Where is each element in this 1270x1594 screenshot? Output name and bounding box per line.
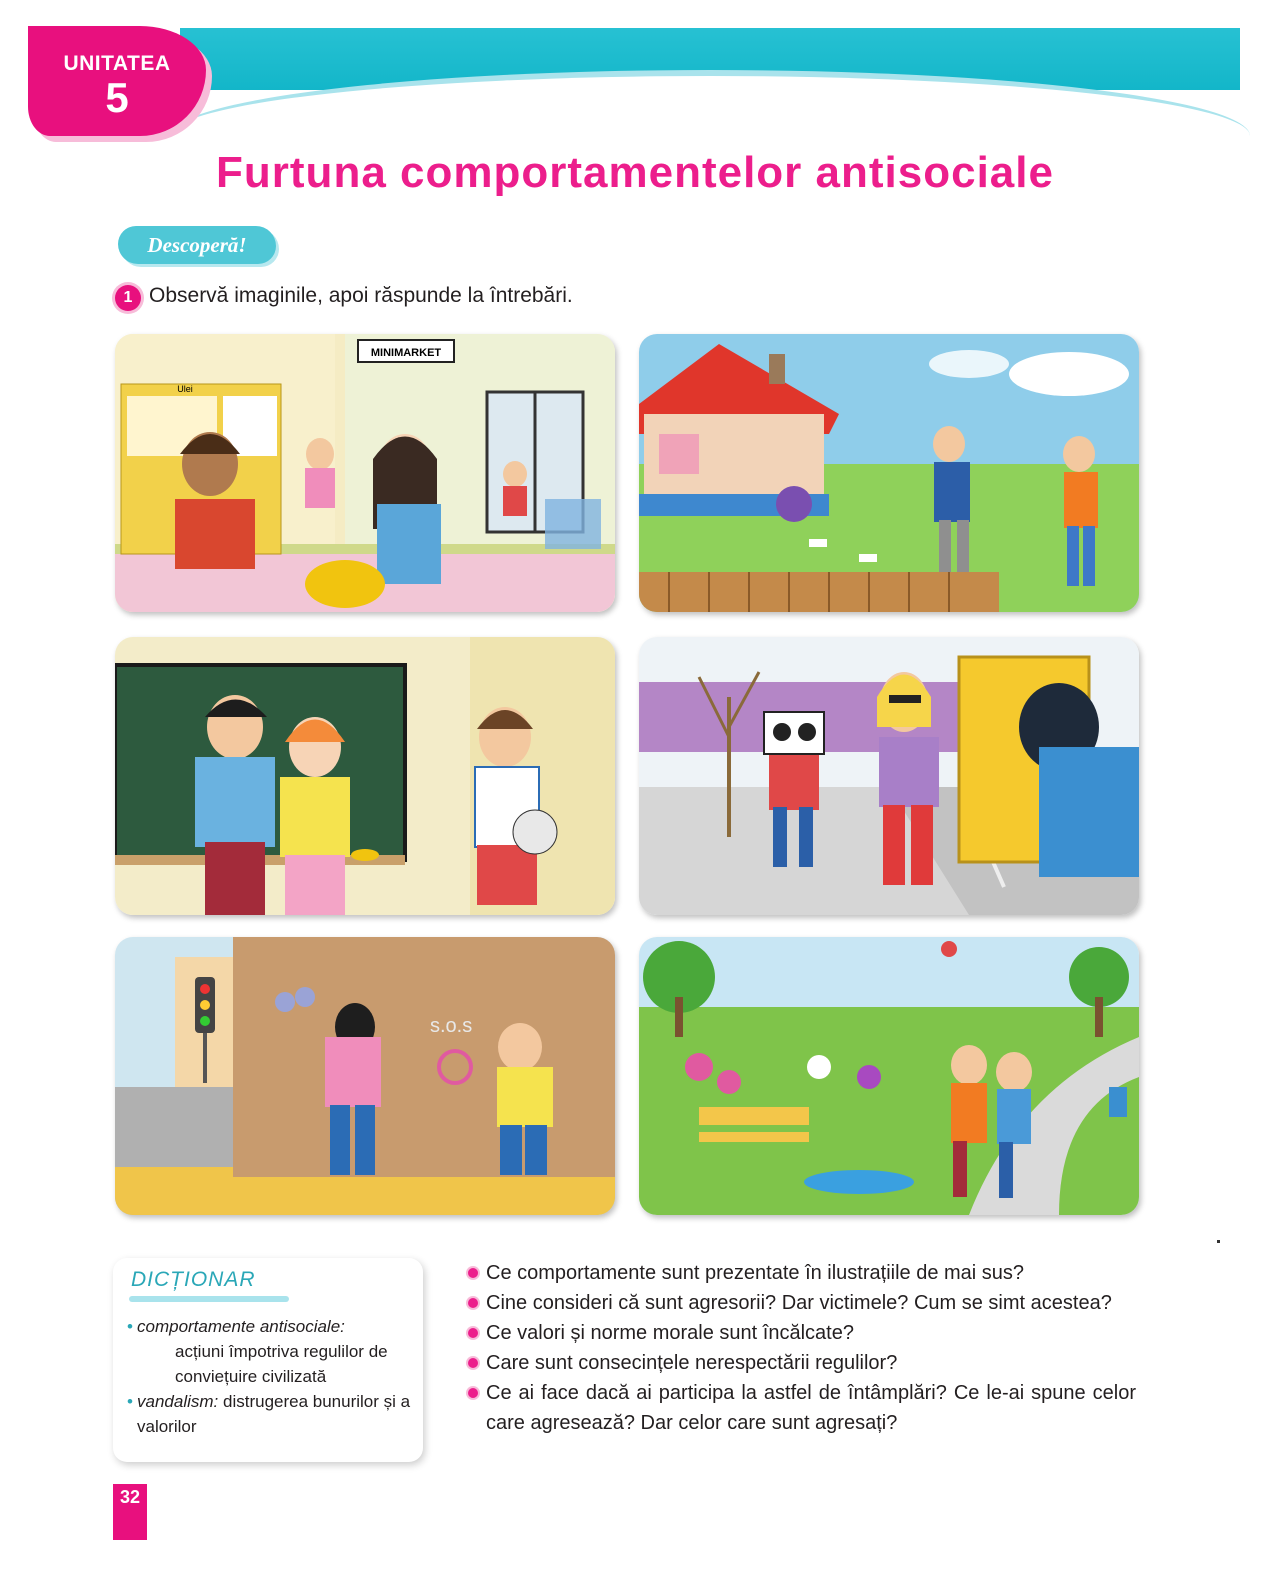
question-item [468,1378,1136,1438]
dictionary-underline [129,1296,289,1302]
minimarket-sign-text: MINIMARKET [370,347,442,359]
page-title: Furtuna comportamentelor antisociale [216,148,1054,197]
exercise-number: 1 [115,285,141,311]
illustration-street-mocking [639,637,1139,915]
graffiti-text: s.o.s [430,1015,473,1037]
question-text: Ce comportamente sunt prezentate în ilustrațiile de mai sus? [486,1262,1025,1284]
question-text: Care sunt consecințele nerespectării regulilor? [486,1352,898,1374]
dictionary-box [113,1258,423,1462]
stray-dot [1217,1240,1220,1243]
dictionary-term: comportamente antisociale: [137,1317,345,1336]
bullet-icon [468,1328,478,1338]
illustration-house-vandalism [639,334,1139,612]
page-number: 32 [113,1484,147,1540]
illustration-minimarket [115,334,615,612]
dictionary-entry [127,1314,417,1389]
dictionary-definition: acțiuni împotriva regulilor de conviețuire civilizată [175,1342,388,1386]
question-item [468,1348,1136,1378]
illustration-graffiti [115,937,615,1215]
bullet-icon [468,1298,478,1308]
bullet-icon: • [127,1317,133,1336]
unit-number: 5 [105,74,129,121]
dictionary-entry [127,1389,417,1439]
question-item [468,1258,1136,1288]
illustration-park-fight [639,937,1139,1215]
dictionary-entries [127,1314,417,1439]
dictionary-title: DICȚIONAR [131,1268,256,1291]
question-item [468,1318,1136,1348]
bullet-icon [468,1388,478,1398]
bullet-icon: • [127,1392,133,1411]
exercise-text: Observă imaginile, apoi răspunde la întrebări. [149,284,573,307]
bullet-icon [468,1358,478,1368]
question-item [468,1288,1136,1318]
dictionary-term: vandalism: [137,1392,219,1411]
unit-badge [28,26,206,136]
questions-list [468,1258,1136,1438]
question-text: Cine consideri că sunt agresorii? Dar victimele? Cum se simt acestea? [486,1292,1112,1314]
illustration-classroom [115,637,615,915]
bullet-icon [468,1268,478,1278]
question-text: Ce ai face dacă ai participa la astfel de întâmplări? Ce le-ai spune celor care agresează? Dar celor care sunt agresați? [486,1382,1136,1434]
dictionary-definition: distrugerea bunurilor și a valorilor [137,1392,411,1436]
unit-label: UNITATEA [63,52,171,75]
section-tag: Descoperă! [118,226,276,264]
exercise-instruction [115,284,573,311]
question-text: Ce valori și norme morale sunt încălcate? [486,1322,854,1344]
shelf-label-text: Ulei [177,384,193,394]
